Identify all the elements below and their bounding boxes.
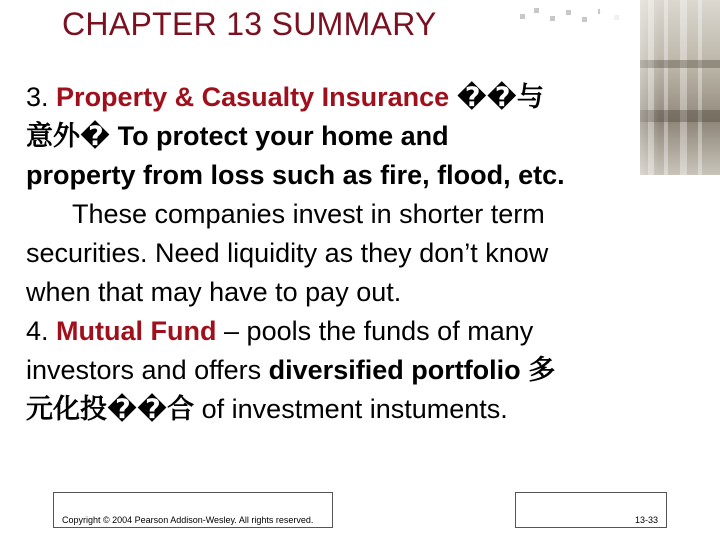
- item-4-line-3: [26, 390, 676, 429]
- item-4-line-2-cjk: 多: [528, 355, 556, 385]
- item-4-line-1: [26, 312, 676, 351]
- item-3-line-3: property from loss such as fire, flood, etc.: [26, 160, 565, 190]
- footer-page-number: 13-33: [634, 515, 658, 525]
- footer-page-box: [515, 492, 667, 528]
- item-4-diversified: diversified portfolio: [268, 355, 521, 385]
- item-4-heading: Mutual Fund: [56, 316, 217, 346]
- slide-body: [26, 78, 676, 429]
- footer-copyright-box: [53, 492, 333, 528]
- item-4-line-2-text: investors and offers: [26, 355, 262, 385]
- item-3-para-line-2: securities. Need liquidity as they don’t know: [26, 238, 549, 268]
- item-3-line-2-cjk: 意外�: [26, 121, 111, 151]
- item-4-line-3-cjk: 元化投��合: [26, 394, 195, 424]
- item-3-para-line-1: These companies invest in shorter term: [72, 199, 545, 229]
- item-3-line-2-text: To protect your home and: [117, 121, 449, 151]
- slide-title: CHAPTER 13 SUMMARY: [62, 6, 437, 42]
- footer-copyright: Copyright © 2004 Pearson Addison-Wesley. All rights reserved.: [62, 515, 314, 525]
- item-3-heading: Property & Casualty Insurance: [56, 82, 450, 112]
- item-4-dash-text: – pools the funds of many: [224, 316, 534, 346]
- item-3-heading-cjk: ��与: [456, 82, 544, 112]
- item-3-number: 3.: [26, 82, 49, 112]
- item-3-para-line-3: when that may have to pay out.: [26, 277, 402, 307]
- item-3-line-1: [26, 78, 676, 117]
- item-3-line-2: [26, 117, 676, 156]
- item-4-number: 4.: [26, 316, 49, 346]
- item-4-line-3-text: of investment instuments.: [201, 394, 508, 424]
- item-4-line-2: [26, 351, 676, 390]
